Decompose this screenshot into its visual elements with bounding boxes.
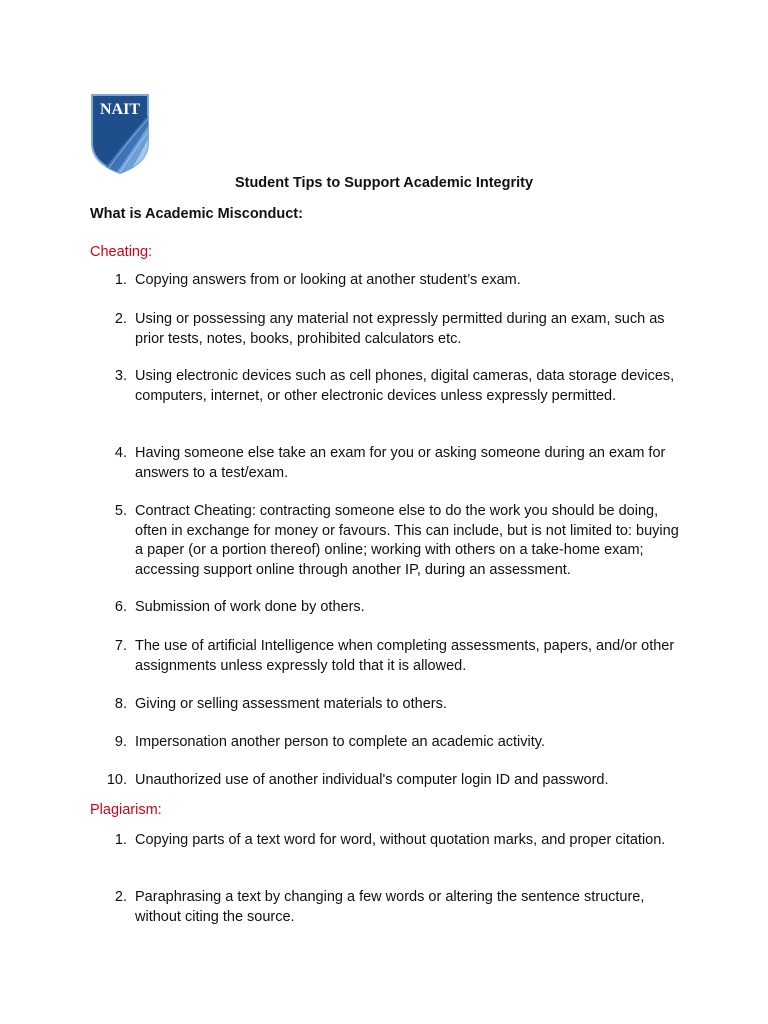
list-number: 2. xyxy=(114,311,127,327)
list-number: 4. xyxy=(114,445,127,461)
list-text: Copying parts of a text word for word, without quotation marks, and proper citation. xyxy=(135,832,666,848)
list-text: The use of artificial Intelligence when completing assessments, papers, and/or other assignments unless expressly told that it is allowed. xyxy=(135,638,675,674)
list-text: Contract Cheating: contracting someone else to do the work you should be doing, often in exchange for money or favours. This can include, but is not limited to: buying a paper (or a portion thereof) online; working with others on a take-home exam; accessing support online through another IP, during an assessment. xyxy=(135,503,679,578)
list-text: Paraphrasing a text by changing a few words or altering the sentence structure, without citing the source. xyxy=(135,889,645,925)
list-number: 1. xyxy=(114,272,127,288)
list-text: Copying answers from or looking at another student’s exam. xyxy=(135,272,521,288)
list-text: Having someone else take an exam for you or asking someone during an exam for answers to a test/exam. xyxy=(135,445,666,481)
list-text: Using electronic devices such as cell phones, digital cameras, data storage devices, computers, internet, or other electronic devices unless expressly permitted. xyxy=(135,368,675,404)
list-text: Giving or selling assessment materials to others. xyxy=(135,696,447,712)
document-title: Student Tips to Support Academic Integrity xyxy=(234,175,534,191)
list-number: 1. xyxy=(114,832,127,848)
list-number: 6. xyxy=(114,599,127,615)
list-number: 5. xyxy=(114,503,127,519)
list-number: 3. xyxy=(114,368,127,384)
logo-text: NAIT xyxy=(99,101,141,118)
plagiarism-heading: Plagiarism: xyxy=(90,802,162,818)
list-number: 2. xyxy=(114,889,127,905)
list-text: Unauthorized use of another individual's computer login ID and password. xyxy=(135,772,609,788)
list-number: 9. xyxy=(114,734,127,750)
list-number: 8. xyxy=(114,696,127,712)
nait-logo xyxy=(90,93,150,175)
cheating-heading: Cheating: xyxy=(90,244,153,260)
list-text: Using or possessing any material not expressly permitted during an exam, such as prior tests, notes, books, prohibited calculators etc. xyxy=(135,311,665,347)
list-number: 7. xyxy=(114,638,127,654)
list-text: Impersonation another person to complete an academic activity. xyxy=(135,734,545,750)
misconduct-heading: What is Academic Misconduct: xyxy=(90,206,303,222)
list-number: 10. xyxy=(106,772,127,788)
list-text: Submission of work done by others. xyxy=(135,599,365,615)
